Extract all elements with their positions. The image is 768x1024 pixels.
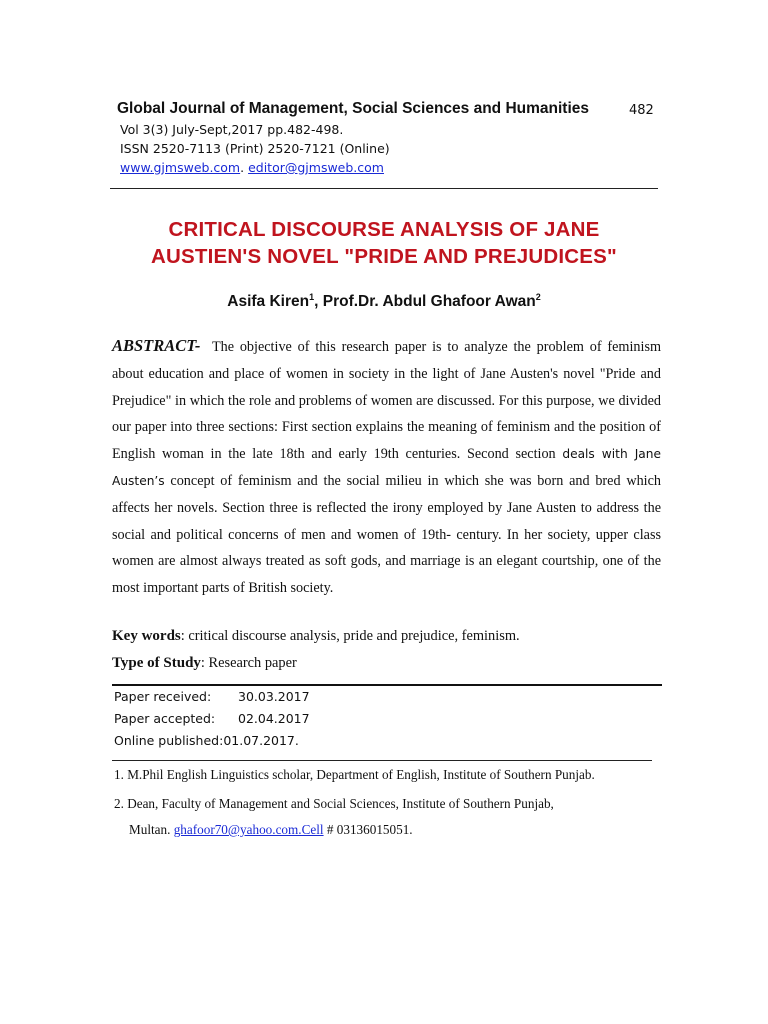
- author-1-affiliation: 1: [309, 292, 315, 302]
- website-link[interactable]: www.gjmsweb.com: [120, 160, 241, 175]
- footnote-divider: [112, 760, 652, 761]
- study-type: [112, 655, 297, 672]
- abstract-text-2: deals with Jane Austen’s: [112, 447, 661, 488]
- date-published: [114, 733, 299, 748]
- web-line: [120, 160, 384, 175]
- received-value: 30.03.2017: [238, 689, 310, 704]
- abstract-label: ABSTRACT-: [112, 336, 201, 355]
- author-email-link[interactable]: ghafoor70@yahoo.com.Cell: [173, 822, 324, 837]
- header-divider: [110, 188, 658, 189]
- accepted-label: Paper accepted:: [114, 711, 216, 726]
- published-value: 01.07.2017.: [223, 733, 299, 748]
- accepted-value: 02.04.2017: [238, 711, 310, 726]
- author-1: Asifa Kiren: [227, 293, 310, 311]
- author-2-affiliation: 2: [535, 292, 541, 302]
- published-label: Online published:: [114, 733, 224, 748]
- journal-name: Global Journal of Management, Social Sciences and Humanities: [117, 100, 590, 117]
- abstract-divider: [112, 684, 662, 686]
- author-2: Prof.Dr. Abdul Ghafoor Awan: [322, 293, 536, 311]
- issn-line: ISSN 2520-7113 (Print) 2520-7121 (Online): [120, 141, 390, 156]
- footnote-1: 1. M.Phil English Linguistics scholar, Department of English, Institute of Southern Punjab.: [114, 767, 595, 782]
- study-type-label: Type of Study: [112, 655, 201, 671]
- study-type-value: : Research paper: [200, 655, 297, 671]
- keywords: [112, 628, 520, 645]
- footnote-2-continued: [129, 822, 413, 838]
- editor-email-link[interactable]: editor@gjmsweb.com: [248, 160, 384, 175]
- footnote-2: 2. Dean, Faculty of Management and Social Sciences, Institute of Southern Punjab,: [114, 796, 554, 811]
- date-accepted: [114, 711, 334, 726]
- authors: [0, 292, 768, 311]
- page-number: 482: [629, 103, 654, 118]
- keywords-label: Key words: [112, 628, 181, 644]
- received-label: Paper received:: [114, 689, 212, 704]
- volume-line: Vol 3(3) July-Sept,2017 pp.482-498.: [120, 122, 344, 137]
- separator: .: [240, 160, 249, 175]
- paper-title-line-1: CRITICAL DISCOURSE ANALYSIS OF JANE: [168, 218, 600, 241]
- date-received: [114, 689, 334, 704]
- abstract-text-1: The objective of this research paper is to analyze the problem of feminism about education and place of women in society in the light of Jane Austen's novel "Pride and Prejudice" in which the role and problems of women are discussed. For this purpose, we divided our paper into three sections: First section explains the meaning of feminism and the position of English woman in the late 18th and early 19th centuries. Second section: [112, 339, 662, 463]
- abstract: [112, 333, 661, 602]
- paper-title-line-2: AUSTIEN'S NOVEL "PRIDE AND PREJUDICES": [151, 245, 617, 268]
- keywords-value: : critical discourse analysis, pride and prejudice, feminism.: [180, 628, 520, 644]
- footnote-2-suffix: # 03136015051.: [323, 822, 413, 837]
- author-joiner: ,: [314, 293, 323, 311]
- abstract-text-3: concept of feminism and the social milieu in which she was born and bred which affects her novels. Section three is reflected the irony employed by Jane Austen to address the social and political concerns of men and women of 19th- century. In her society, upper class women are almost always treated as soft gods, and marriage is an elegant courtship, one of the most important parts of British society.: [112, 472, 661, 597]
- footnote-2-prefix: Multan.: [129, 822, 174, 837]
